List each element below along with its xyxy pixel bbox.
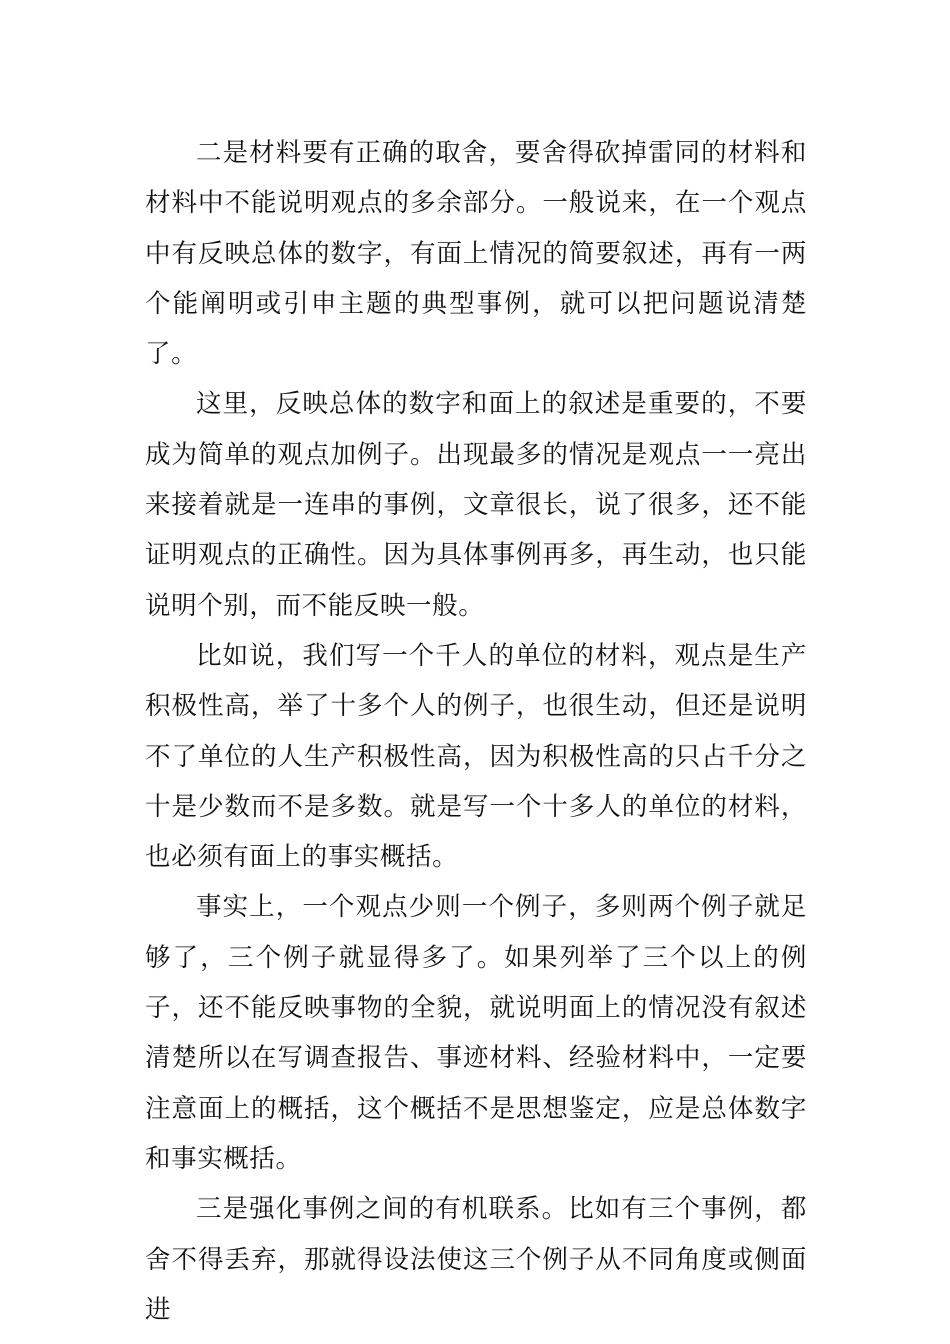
paragraph-2: 这里，反映总体的数字和面上的叙述是重要的，不要成为简单的观点加例子。出现最多的情况是观点一一亮出来接着就是一连串的事例，文章很长，说了很多，还不能证明观点的正确性。因为具体事例再多，再生动，也只能说明个别，而不能反映一般。 [145, 389, 807, 621]
paragraph-1: 二是材料要有正确的取舍，要舍得砍掉雷同的材料和材料中不能说明观点的多余部分。一般说来，在一个观点中有反映总体的数字，有面上情况的简要叙述，再有一两个能阐明或引申主题的典型事例，就可以把问题说清楚了。 [145, 138, 807, 370]
paragraph-3: 比如说，我们写一个千人的单位的材料，观点是生产积极性高，举了十多个人的例子，也很生动，但还是说明不了单位的人生产积极性高，因为积极性高的只占千分之十是少数而不是多数。就是写一个十多人的单位的材料，也必须有面上的事实概括。 [145, 640, 807, 873]
document-body [145, 128, 807, 1335]
paragraph-4: 事实上，一个观点少则一个例子，多则两个例子就足够了，三个例子就显得多了。如果列举了三个以上的例子，还不能反映事物的全貌，就说明面上的情况没有叙述清楚所以在写调查报告、事迹材料、经验材料中，一定要注意面上的概括，这个概括不是思想鉴定，应是总体数字和事实概括。 [145, 892, 807, 1174]
paragraph-5: 三是强化事例之间的有机联系。比如有三个事例，都舍不得丢弃，那就得设法使这三个例子从不同角度或侧面进 [145, 1194, 807, 1325]
